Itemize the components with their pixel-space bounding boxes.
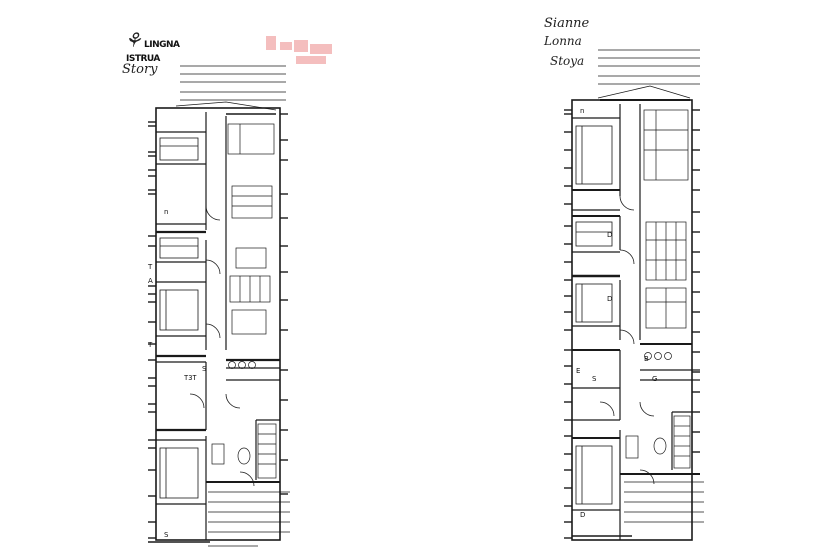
right-floor-plan (564, 50, 704, 540)
right-room-label: D (580, 511, 586, 519)
right-logo-script-3: Stoya (550, 54, 585, 68)
right-room-label: D (607, 231, 613, 239)
red-stamp (266, 36, 332, 64)
left-outer-wall (156, 108, 280, 540)
right-beds (576, 126, 612, 504)
right-room-label: G (652, 375, 658, 383)
left-logo-line2: ISTRUA (126, 54, 160, 64)
right-room-label: S (592, 375, 597, 383)
right-bottom-lines (572, 482, 704, 536)
right-wall-ticks-left-plan (280, 114, 288, 494)
left-logo-glyph: ⚘ (124, 28, 142, 52)
left-logo-script: Story (122, 62, 158, 77)
left-beds (160, 138, 198, 498)
left-logo-line1: LINGNA (144, 40, 180, 50)
left-room-label: S (202, 365, 207, 373)
left-title-lines (180, 66, 286, 100)
left-room-label: n (164, 208, 169, 216)
right-logo-script-2: Lonna (544, 34, 582, 48)
left-room-label: T3T (184, 374, 197, 382)
left-floor-plan (148, 36, 332, 546)
right-living-furniture (626, 110, 690, 468)
left-living-furniture (212, 124, 276, 478)
right-title-lines (598, 50, 700, 84)
left-interior-walls (156, 112, 280, 540)
left-room-label: S (164, 531, 169, 539)
left-room-label: A (148, 277, 153, 285)
left-room-label: T (148, 341, 153, 349)
right-logo-script-1: Sianne (544, 16, 590, 31)
right-room-label: B (644, 355, 649, 363)
left-bottom-lines (148, 492, 290, 546)
right-room-label: n (580, 107, 585, 115)
right-room-label: D (607, 295, 613, 303)
left-room-label: T (148, 263, 153, 271)
right-room-label: E (576, 367, 581, 375)
left-wall-ticks (148, 122, 156, 538)
